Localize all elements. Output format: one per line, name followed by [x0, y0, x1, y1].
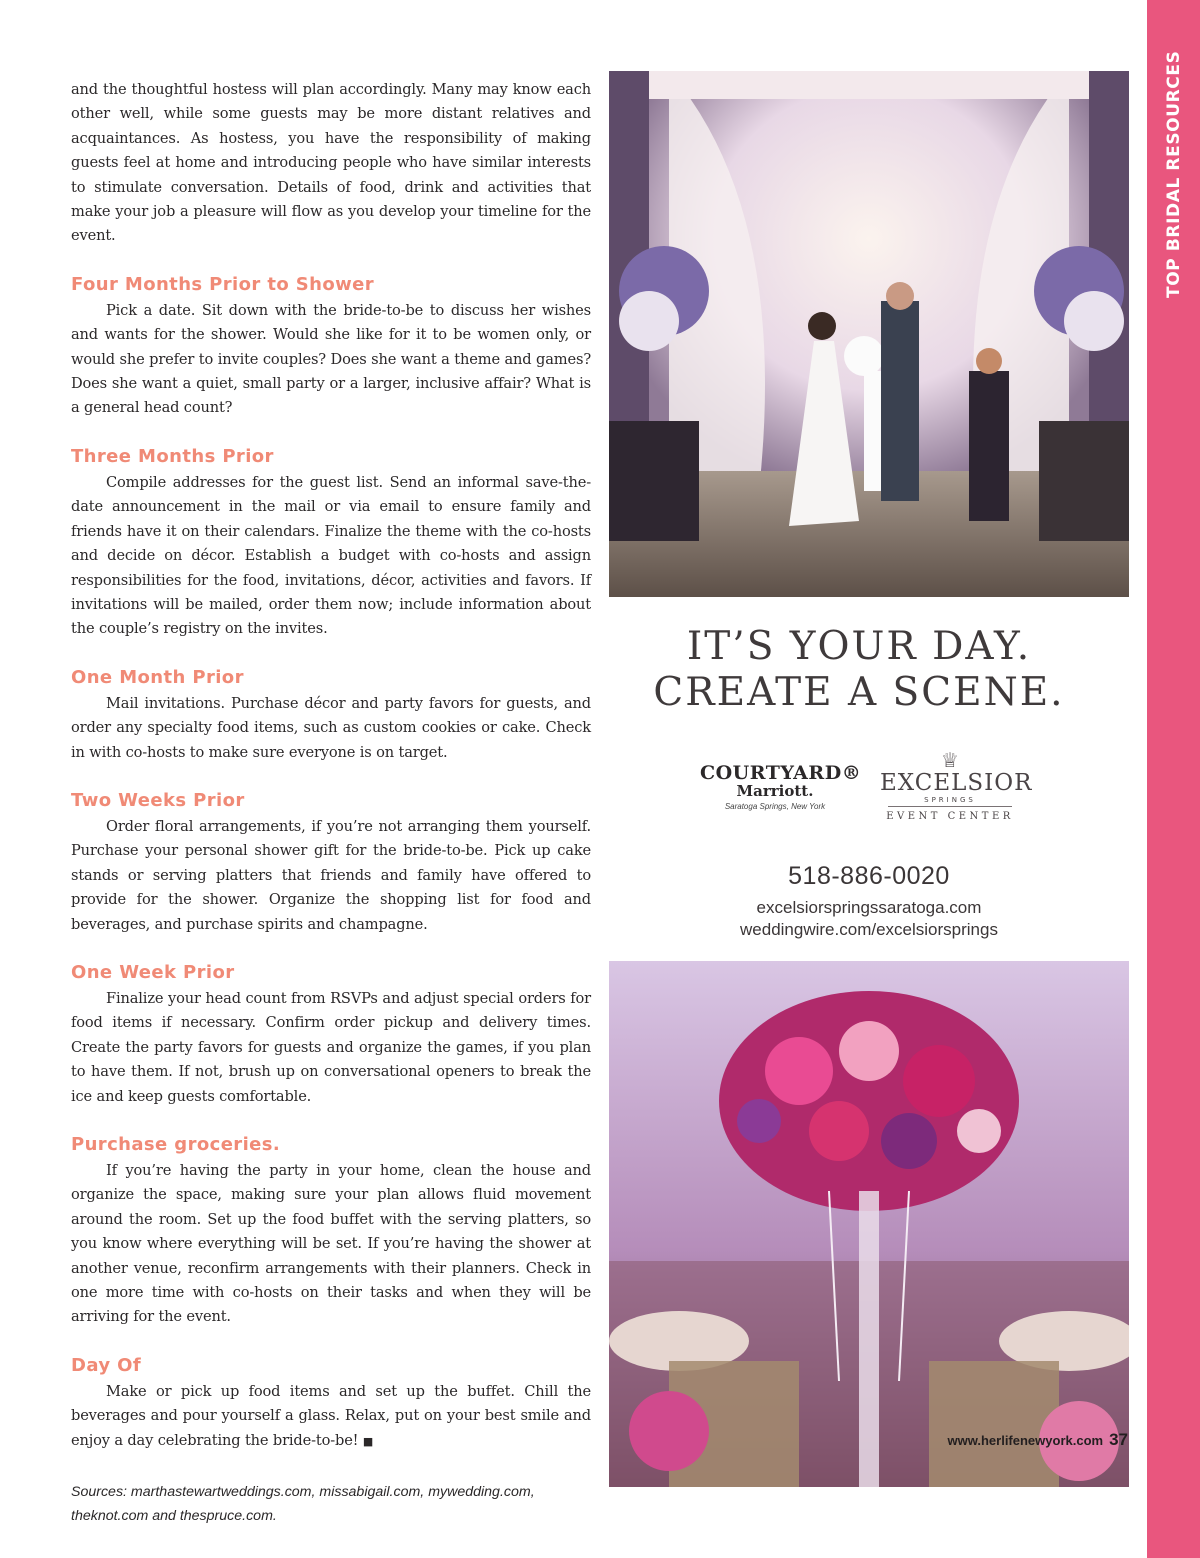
centerpiece-illustration	[609, 961, 1129, 1487]
section-body: Order floral arrangements, if you’re not arranging them yourself. Purchase your personal shower gift for the bride-to-be. Pick up cake stands or serving platters that friends and family have offered to provide for the shower. Organize the shopping list for food and beverages, and purchase spirits and champagne.	[71, 817, 591, 933]
ad-headline	[609, 624, 1109, 716]
courtyard-name: COURTYARD®	[700, 762, 862, 784]
section-heading: Two Weeks Prior	[71, 789, 245, 811]
excelsior-event-center: EVENT CENTER	[886, 811, 1014, 822]
section-body: If you’re having the party in your home, clean the house and organize the space, making sure your plan allows fluid movement around the room. Set up the food buffet with the serving platters, so you know where everything will be set. If you’re having the shower at another venue, reconfirm arrangements with their planners. Check in one more time with co-hosts on their tasks and when they will be arriving for the event.	[71, 1162, 591, 1326]
ad-url-weddingwire: weddingwire.com/excelsiorsprings	[740, 920, 998, 939]
sidebar-label-text: TOP BRIDAL RESOURCES	[1164, 50, 1184, 298]
article-column	[71, 78, 591, 1529]
page-number: 37	[1109, 1430, 1128, 1449]
day-of-text: Make or pick up food items and set up the buffet. Chill the beverages and pour yourself a glass. Relax, put on your best smile and enjoy a day celebrating the bride-to-be!	[71, 1382, 591, 1449]
section-body: Mail invitations. Purchase décor and party favors for guests, and order any specialty food items, such as custom cookies or cake. Check in with co-hosts to make sure everyone is on target.	[71, 694, 591, 761]
footer-url: www.herlifenewyork.com	[947, 1433, 1104, 1448]
crown-icon: ♕	[941, 748, 959, 772]
section-body: Compile addresses for the guest list. Send an informal save-the-date announcement in the mail or via email to ensure family and friends have it on their calendars. Finalize the theme with the co-hosts and decide on décor. Establish a budget with co-hosts and assign responsibilities for the food, invitations, décor, activities and favors. If invitations will be mailed, order them now; include information about the couple’s registry on the invites.	[71, 473, 591, 638]
sidebar-label	[1148, 50, 1200, 299]
ceremony-photo	[609, 71, 1129, 597]
section-heading: One Month Prior	[71, 666, 244, 688]
sources-note: Sources: marthastewartweddings.com, missabigail.com, mywedding.com, theknot.com and thespruce.com.	[71, 1484, 535, 1525]
excelsior-name: EXCELSIOR	[880, 770, 1033, 796]
ceremony-illustration	[609, 71, 1129, 597]
section-body: Finalize your head count from RSVPs and adjust special orders for food items if necessary. Confirm order pickup and delivery times. Create the party favors for guests and organize the games, if you plan to have them. If not, brush up on conversational openers to break the ice and keep guests comfortable.	[71, 989, 591, 1105]
ad-url-website: excelsiorspringssaratoga.com	[756, 898, 982, 917]
ad-headline-line2: CREATE A SCENE.	[653, 670, 1065, 715]
section-heading: One Week Prior	[71, 961, 235, 983]
section-heading: Purchase groceries.	[71, 1134, 281, 1155]
page-footer	[948, 1430, 1128, 1450]
section-body	[71, 1380, 591, 1454]
intro-paragraph: and the thoughtful hostess will plan accordingly. Many may know each other well, while some guests may be more distant relatives and acquaintances. As hostess, you have the responsibility of making guests feel at home and introducing people who have similar interests to stimulate conversation. Details of food, drink and activities that make your job a pleasure will flow as you develop your timeline for the event.	[71, 81, 591, 245]
section-heading: Three Months Prior	[71, 445, 274, 467]
excelsior-logo	[880, 748, 1033, 822]
excelsior-springs: SPRINGS	[924, 796, 976, 804]
section-body: Pick a date. Sit down with the bride-to-be to discuss her wishes and wants for the shower. Would she like for it to be women only, or would she prefer to invite couples? Does she want a theme and games? Does she want a quiet, small party or a larger, inclusive affair? What is a general head count?	[71, 301, 591, 417]
courtyard-location: Saratoga Springs, New York	[724, 802, 826, 811]
marriott-brand: Marriott.	[736, 782, 814, 800]
section-heading: Day Of	[71, 1354, 142, 1376]
courtyard-marriott-logo	[700, 762, 862, 811]
end-mark: ■	[362, 1434, 374, 1448]
ad-headline-line1: IT’S YOUR DAY.	[686, 624, 1032, 669]
centerpiece-photo	[609, 961, 1129, 1487]
section-heading: Four Months Prior to Shower	[71, 273, 375, 295]
ad-phone: 518-886-0020	[788, 862, 950, 890]
excelsior-divider	[888, 806, 1012, 807]
